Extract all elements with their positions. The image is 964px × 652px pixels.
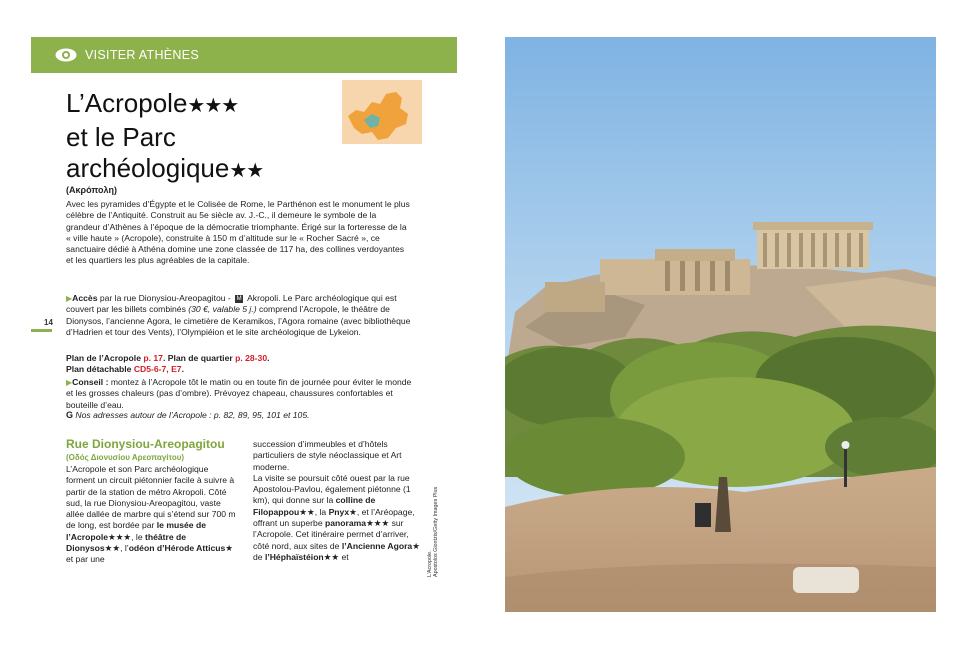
photo-credit-text: Apostolos Giontzis/Getty Images Plus <box>433 486 439 577</box>
advice-info: ▶Conseil : montez à l’Acropole tôt le matin ou en toute fin de journée pour éviter le monde et les grosses chaleurs (pas d’ombre). Prévoyez chapeau, chaussures confortables et bouteille d’eau. <box>66 377 412 410</box>
title-line-3: archéologique <box>66 153 230 183</box>
locator-map-icon <box>342 80 422 144</box>
body-column-2: succession d’immeubles et d’hôtels particuliers de style néoclassique et Art moderne. La visite se poursuit côté ouest par la rue Apostolou-Pavlou, également piétonne (1 km), qui donne sur la colline de Filopappou★★, la Pnyx★, et l’Aréopage, offrant un superbe panorama★★★ sur l’Acropole. Cet itinéraire permet d’arriver, côté nord, aux sites de l’Ancienne Agora★ de l’Héphaïstéion★★ et <box>253 439 420 562</box>
body-column-1: L’Acropole et son Parc archéologique forment un circuit piétonnier facile à suivre à partir de la station de métro Akropoli. Côté sud, la rue Dionysiou-Areopagitou, vaste allée dallée de marbre qui s’étend sur 700 m de long, est bordée par le musée de l’Acropole★★★, le théâtre de Dionysos★★, l’odéon d’Hérode Atticus★ et par une <box>66 464 236 565</box>
title-stars-2: ★★ <box>229 160 264 182</box>
metro-icon: M <box>236 295 242 302</box>
advice-label: Conseil : <box>72 377 109 387</box>
page-title <box>66 88 336 187</box>
section-title: Rue Dionysiou-Areopagitou <box>66 437 225 451</box>
plan-references: Plan de l’Acropole p. 17. Plan de quartier p. 28-30. Plan détachable CD5-6-7, E7. <box>66 353 270 375</box>
guide-g-icon: G <box>66 410 74 420</box>
page-number-bar <box>31 329 52 332</box>
acropolis-photo <box>505 37 936 612</box>
bullet-arrow-icon: ▶ <box>66 378 73 387</box>
access-label: Accès <box>72 293 98 303</box>
plan-detachable-link[interactable]: CD5-6-7, E7 <box>133 364 182 375</box>
photo-credit <box>427 457 437 577</box>
greek-name: (Ακρόπολη) <box>66 185 117 195</box>
plan-acropole-link[interactable]: p. 17 <box>143 353 163 363</box>
page-number: 14 <box>44 318 53 327</box>
access-info: ▶Accès par la rue Dionysiou-Areopagitou - M Akropoli. Le Parc archéologique qui est couvert par les billets combinés (30 €, valable 5 j.) comprend l’Acropole, le théâtre de Dionysos, l’ancienne Agora, le cimetière de Keramikos, l’Agora romaine (avec bibliothèque d’Hadrien et tour des Vents), l’Olympiéion et le site archéologique de Lykeion. <box>66 293 411 337</box>
section-greek-title: (Οδός Διονυσίου Αρεοπαγίτου) <box>66 453 185 462</box>
banner-label: VISITER ATHÈNES <box>85 48 200 62</box>
price-text: (30 €, valable 5 j.) <box>188 304 257 315</box>
eye-icon <box>55 48 77 62</box>
title-line-2: et le Parc <box>66 122 176 152</box>
bullet-arrow-icon: ▶ <box>66 294 73 303</box>
intro-paragraph: Avec les pyramides d’Égypte et le Colisée de Rome, le Parthénon est le monument le plus célèbre de l’Antiquité. Construit au 5e siècle av. J.-C., il demeure le symbole de la grandeur d’Athènes à l’époque de la démocratie triomphante. Érigé sur la forteresse de la « ville haute » (Acropole), construite à 150 m d’altitude sur le « Rocher Sacré », ce sanctuaire dédié à Athéna domine une zone classée de 117 ha, des collines verdoyantes et les quartiers les plus agréables de la capitale. <box>66 199 410 266</box>
title-stars-1: ★★★ <box>187 95 239 117</box>
section-banner <box>31 37 457 73</box>
addresses-note: G Nos adresses autour de l’Acropole : p. 82, 89, 95, 101 et 105. <box>66 410 310 420</box>
photo-caption: L’Acropole. <box>427 550 433 577</box>
title-line-1: L’Acropole <box>66 88 188 118</box>
plan-quartier-link[interactable]: p. 28-30 <box>235 353 268 363</box>
